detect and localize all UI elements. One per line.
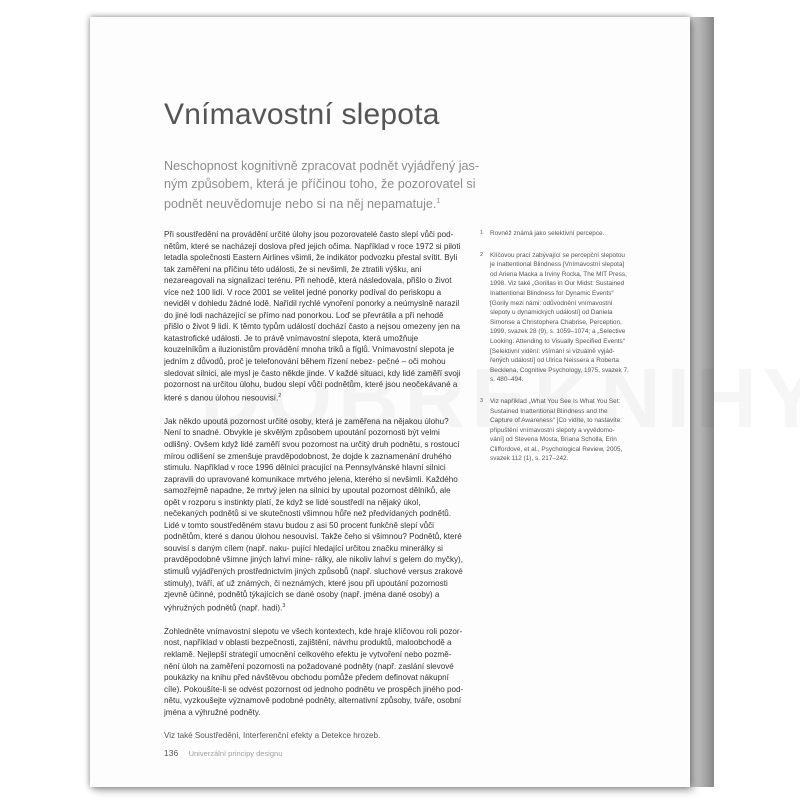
body-line: Vnímavostní slepota je jedním z důvodů, proč je telefonování během řízení nebez-	[164, 345, 455, 367]
footnote-line: s. 480–494.	[490, 376, 524, 384]
footnote-ref: 2	[278, 392, 282, 399]
footnote-number: 2	[480, 251, 484, 258]
body-line: stavu budou z asi 50 procent funkčně slepí vůči podnětům, které s danou úlohou	[164, 520, 434, 542]
footnotes-column	[480, 229, 650, 476]
footnote-line: [Selektivní vidění: všímání si vizuálně vyjád-	[490, 347, 615, 355]
body-line: Například v roce 1996 dělníci pracující na Pennsylvánské hlavní silnici zapravili do	[164, 463, 446, 484]
footnote-line: Viz například „What You See Is What You Set:	[490, 397, 621, 405]
body-line: skutečnosti všimnou hůře než předvídaných podnětů. Lidé v tomto soustředěném	[164, 509, 452, 530]
footnote-ref: 3	[282, 602, 286, 609]
page-footer	[164, 748, 282, 758]
footnote-line: Looking: Attending to Visually Specified Events“	[490, 337, 625, 345]
footnote-line: je Inattentional Blindness [Vnímavostní slepota]	[490, 261, 625, 269]
body-line: nesouvisí. Takže čeho si všimnou? Podnětů, které souvisí s daným cílem (např. naku-	[164, 532, 462, 553]
footnote-line: 1998. Viz také „Gorillas in Our Midst: Sustained	[490, 280, 625, 288]
body-line: kdy lidé zaměří svoji pozornost na určitou úlohu, budou slepí vůči podnětům,	[164, 368, 461, 390]
body-line: pečné – oči mohou sledovat silnici, ale mysl je často někde jinde. V každé situaci,	[164, 357, 446, 378]
footnote-line: slepoty u dynamických událostí] od Daniela	[490, 309, 613, 317]
body-line: jména a výhružné podněty.	[164, 707, 261, 717]
footnote-line: Sustained Inattentional Blindness and the	[490, 407, 608, 415]
body-text	[164, 229, 464, 754]
lead-paragraph	[164, 157, 504, 213]
footnote-line: Capture of Awareness“ [Co vidíte, to nastavíte:	[490, 417, 623, 425]
see-also-line: Viz také Soustředění, Interferenční efekty a Detekce hrozeb.	[164, 731, 381, 741]
footnote-line: Klíčovou prací zabývající se percepční slepotou	[490, 251, 625, 259]
footnote-line: Inattentional Blindness for Dynamic Events“	[490, 289, 614, 297]
footnote-line: svazek 112 (1), s. 217–242.	[490, 455, 569, 463]
footnote	[480, 397, 650, 464]
body-line: upravované komunikace mrtvého jelena, kterého si nevšimli. Každého samozřejmě	[164, 474, 458, 496]
body-line: nezareagovali na signalizaci terénu. Při nehodě, která následovala, přišlo o život	[164, 276, 452, 286]
body-line: narazil do jiné lodi nacházející se přímo nad ponorkou. Loď se převrátila a při	[164, 299, 460, 320]
footnote-line: 1999, svazek 28 (9), s. 1059–1074; a „Selective	[490, 328, 626, 336]
body-line: nost, například v oblasti bezpečnosti, zajištění, návrhu produktů, maloobchodě	[164, 638, 445, 648]
footnote-line: řených událostí] od Ulrica Neissera a Roberta	[490, 357, 619, 365]
footnote-line: Becklena, Cognitive Psychology, 1975, svazek 7,	[490, 366, 629, 374]
footnote	[480, 229, 650, 239]
body-line: a neviděl v dohledu žádné lodě. Nařídil rychlé vynoření ponorky a neúmyslně	[164, 287, 442, 309]
footnote-number: 1	[480, 230, 484, 236]
body-line: nětům, které se nacházejí doslova před jejich očima. Například v roce 1972 si piloti	[164, 241, 461, 251]
footnote	[480, 251, 650, 385]
body-line: nehodě přišlo o život 9 lidí. K těmto typům událostí dochází často a nejsou	[164, 310, 444, 332]
footnote-line: Simonse a Christophera Chabrise, Perception,	[490, 318, 622, 326]
body-line: nětu, vyzkoušejte významově podobné podněty, alternativní způsoby, tváře, osobní	[164, 696, 462, 706]
body-line: s instinkty platí, že když se lidé soustředí na nějaký úkol, nečekaných podnětů si ve	[164, 497, 421, 519]
footnote-number: 3	[480, 397, 484, 404]
footnote-line: od Ariena Macka a Irviny Rocka, The MIT Press,	[490, 270, 627, 278]
page-number: 136	[164, 748, 179, 758]
body-line: cíle). Pokoušíte-li se odvést pozornost od jednoho podnětu ve prospěch jiného pod-	[164, 684, 464, 694]
body-line: napadne, že mrtvý jelen na silnici by upoutal pozornost dělníků, ale opět v rozporu	[164, 486, 451, 507]
body-line: Ovšem když lidé zaměří svou pozornost na určitý druh podnětu, s rostoucí mírou	[164, 439, 460, 461]
footnote-line: vání] od Stevena Mosta, Briana Scholla, Erin	[490, 436, 617, 444]
footnote-line: [Gorily mezi námi: odůvodnění vnímavostní	[490, 299, 613, 307]
footnote-ref: 1	[436, 198, 441, 205]
body-line: rálky, ale nikoliv lahví s gelem do myčky), stimulů vyjádřených prostřednictvím jiných	[164, 555, 464, 576]
body-paragraph	[164, 626, 464, 718]
body-line: odlišení se zmenšuje pravděpodobnost, že dojde k zaznamenání druhého stimulu.	[164, 451, 452, 473]
body-line: pující hledající určitou značku minerálky si pravděpodobně všimne jiných lahví mine-	[164, 543, 443, 565]
body-line: Jak někdo upoutá pozornost určité osoby, která je zaměřena na nějakou úlohu? Není	[164, 416, 449, 438]
running-footer-title: Univerzální principy designu	[188, 749, 283, 758]
body-line: poukázky na knihu před návštěvou obchodu pomůže předem definovat nákupní	[164, 673, 449, 683]
body-line: Zohledněte vnímavostní slepotu ve všech kontextech, kde hraje klíčovou roli pozor-	[164, 626, 463, 636]
lead-line: ným způsobem, která je příčinou toho, že pozorovatel si	[164, 177, 476, 191]
footnote-line: připuštění vnímavostní slepoty a vyvědomo-	[490, 426, 615, 434]
body-line: které jsou neočekávané a které s danou úlohou nesouvisí.	[164, 380, 458, 403]
body-line: umožňuje kouzelníkům a iluzionistům provádění mnoha triků a fíglů.	[164, 333, 419, 355]
footnote-line: Cliffordové, et al., Psychological Review, 2005,	[490, 445, 623, 453]
body-line: nění úloh na zaměření pozornosti na požadované podněty (např. zaslání slevové	[164, 661, 454, 671]
page-title: Vnímavostní slepota	[164, 98, 440, 131]
body-line: Byli tak zaměřeni na příčinu této události, že si nevšimli, že ztratili výšku, ani	[164, 253, 458, 274]
body-line: které jsou při upoutání pozornosti zjevně účinné, podnětů týkajících se dané osoby	[164, 578, 448, 600]
body-line: a reklamě. Nejlepší strategií umocnění celkového efektu je vytvoření nebo pozmě-	[164, 638, 452, 659]
book-page	[90, 17, 690, 787]
body-line: to snadné. Obvykle je skvělým způsobem upoutání pozornosti být velmi odlišný.	[164, 428, 440, 449]
body-line: omezeny jen na katastrofické události. Je to právě vnímavostní slepota, která	[164, 322, 461, 343]
body-line: Při soustředění na provádění určité úlohy jsou pozorovatelé často slepí vůči pod-	[164, 230, 454, 239]
body-line: více než 100 lidí. V roce 2001 se velitel jedné ponorky podíval do periskopu	[164, 287, 435, 297]
body-line: letadla společnosti Eastern Airlines všimli, že indikátor podvozku přestal svítit.	[164, 253, 443, 263]
lead-line-text: podnět neuvědomuje nebo si na něj nepamatuje.	[164, 197, 437, 212]
body-line: způsobů (např. sluchové versus zrakové stimuly), tváří, ať už známých, či neznámých,	[164, 567, 463, 588]
body-paragraph	[164, 229, 464, 404]
body-line: (např. jména dané osoby) a výhružných podnětů (např. hadi).	[164, 590, 440, 613]
lead-line	[164, 193, 504, 213]
lead-line: Neschopnost kognitivně zpracovat podnět vyjádřený jas-	[164, 159, 480, 173]
body-paragraph	[164, 416, 464, 614]
footnote-line: Rovněž známá jako selektivní percepce.	[490, 230, 605, 237]
